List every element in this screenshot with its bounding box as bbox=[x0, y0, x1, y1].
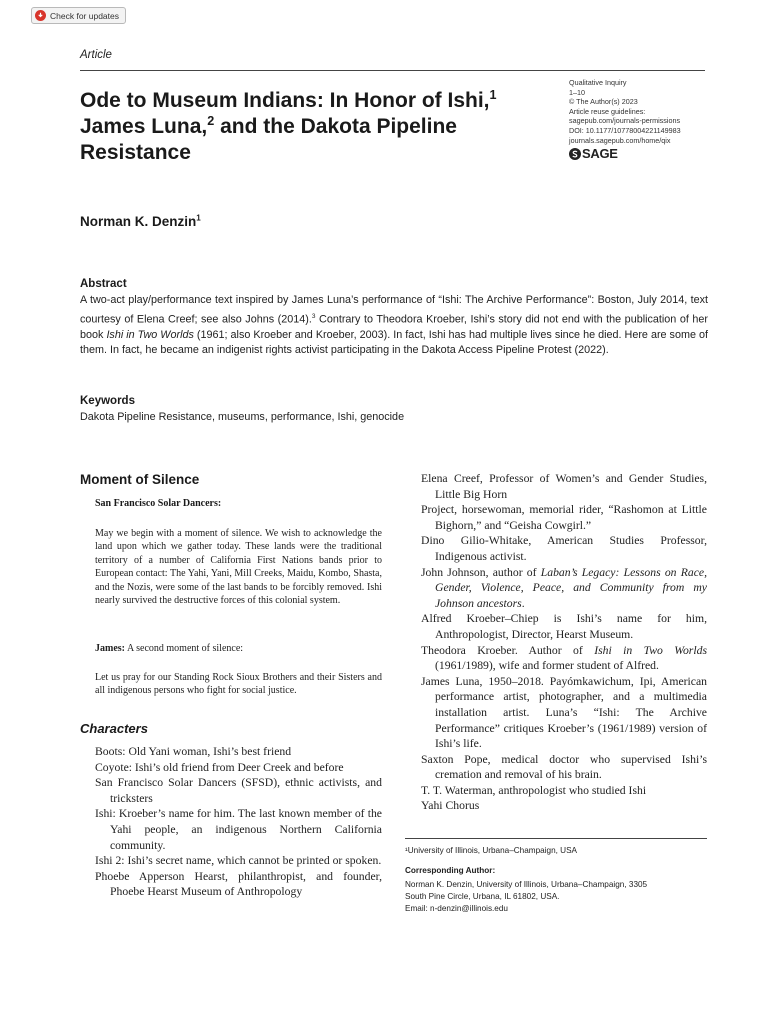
keywords-text: Dakota Pipeline Resistance, museums, performance, Ishi, genocide bbox=[80, 411, 405, 423]
book-title: Ishi in Two Worlds bbox=[594, 643, 707, 657]
characters-list-left bbox=[95, 744, 382, 900]
header-rule bbox=[80, 70, 705, 71]
character-item: Project, horsewoman, memorial rider, “Rashomon at Little Bighorn,” and “Geisha Cowgirl.” bbox=[421, 503, 707, 532]
journal-info bbox=[569, 78, 709, 160]
character-item: Alfred Kroeber–Chiep is Ishi’s name for him, Anthropologist, Director, Hearst Museum. bbox=[421, 612, 707, 641]
reuse-label: Article reuse guidelines: bbox=[569, 106, 646, 116]
character-item: Yahi Chorus bbox=[421, 799, 480, 813]
title-part2: James Luna, bbox=[80, 115, 208, 138]
sfsd-speaker: San Francisco Solar Dancers: bbox=[95, 498, 222, 509]
journal-name: Qualitative Inquiry bbox=[569, 78, 627, 87]
character-item: Ishi: Kroeber’s name for him. The last known member of the Yahi people, an indigenous Northern California community. bbox=[95, 807, 382, 852]
corr-line-1: Norman K. Denzin, University of Illinois, Urbana–Champaign, 3305 bbox=[405, 880, 648, 889]
character-item: James Luna, 1950–2018. Payómkawichum, Ipi, American performance artist, photographer, and a multimedia installation artist. Luna’s “Ishi: The Archive Performance” critiques Kroeber’s (1961/1989) version of Ishi’s life. bbox=[421, 674, 707, 751]
publisher-name: SAGE bbox=[582, 146, 618, 162]
keywords-heading: Keywords bbox=[80, 395, 135, 407]
author-footnote[interactable]: 1 bbox=[196, 213, 201, 223]
corresponding-author-info bbox=[405, 879, 707, 915]
moment-paragraph-2-text: A second moment of silence: bbox=[125, 643, 244, 654]
character-item: T. T. Waterman, anthropologist who studied Ishi bbox=[421, 783, 647, 797]
character-item: Dino Gilio-Whitake, American Studies Professor, Indigenous activist. bbox=[421, 534, 707, 563]
reuse-link[interactable]: sagepub.com/journals-permissions bbox=[569, 116, 681, 126]
character-item bbox=[421, 565, 707, 612]
copyright: © The Author(s) 2023 bbox=[569, 97, 638, 107]
author-name bbox=[80, 214, 201, 229]
title-part3: and the Dakota Pipeline Resistance bbox=[80, 115, 457, 164]
article-title bbox=[80, 88, 550, 166]
moment-paragraph-3: Let us pray for our Standing Rock Sioux Brothers and their Sisters and all indigenous persons who fight for social justice. bbox=[95, 672, 382, 697]
character-item: Ishi 2: Ishi’s secret name, which cannot be printed or spoken. bbox=[95, 854, 382, 868]
character-item bbox=[421, 643, 707, 674]
check-for-updates-button[interactable] bbox=[31, 7, 126, 24]
character-item: Elena Creef, Professor of Women’s and Gender Studies, Little Big Horn bbox=[421, 472, 707, 501]
abstract-text-a: A two-act play/performance text inspired by James Luna’s performance of “Ishi: The Archive Performance”: Boston, July 2014, text courtesy of Elena Creef; see also Johns (2014). bbox=[80, 294, 708, 326]
character-item: Saxton Pope, medical doctor who supervised Ishi’s cremation and removal of his brain. bbox=[421, 752, 707, 782]
article-type-label: Article bbox=[80, 49, 112, 61]
author-name-text: Norman K. Denzin bbox=[80, 214, 197, 229]
abstract-footnote[interactable]: 3 bbox=[311, 312, 316, 320]
character-item: San Francisco Solar Dancers (SFSD), ethnic activists, and tricksters bbox=[95, 776, 382, 805]
footnote-rule bbox=[405, 838, 707, 839]
moment-paragraph-2 bbox=[95, 642, 382, 655]
affiliation: ¹University of Illinois, Urbana–Champaign, USA bbox=[405, 846, 578, 855]
james-speaker: James: bbox=[95, 643, 125, 654]
character-text: John Johnson, author of bbox=[421, 565, 541, 579]
character-item: Coyote: Ishi’s old friend from Deer Creek and before bbox=[95, 760, 344, 774]
journal-pages: 1–10 bbox=[569, 87, 585, 97]
abstract-text bbox=[80, 293, 708, 359]
abstract-text-b: Contrary to Theodora Kroeber, Ishi’s story did not end with the publication of her book bbox=[80, 313, 709, 341]
characters-heading: Characters bbox=[80, 721, 148, 736]
journal-home-link[interactable]: journals.sagepub.com/home/qix bbox=[569, 135, 671, 145]
character-item: Phoebe Apperson Hearst, philanthropist, and founder, Phoebe Hearst Museum of Anthropology bbox=[95, 869, 382, 899]
abstract-text-c: (1961; also Kroeber and Kroeber, 2003). In fact, Ishi has had multiple lives since he died. Here are some of them. In fact, he became an indigenist rights activist participating in the Dakota Access Pipeline Protest (2022). bbox=[80, 328, 708, 357]
moment-paragraph-1: May we begin with a moment of silence. We wish to acknowledge the land upon which we gather today. These lands were the traditional territory of a number of California First Nations bands prior to European contact: The Yahi, Yani, Mill Creeks, Maidu, Kombo, Shasta, and the Nozis, were some of the last bands to be forcibly removed. Ishi nearly survived the destructive forces of this colonial system. bbox=[95, 528, 382, 607]
characters-list-right bbox=[421, 471, 707, 814]
check-for-updates-label: Check for updates bbox=[50, 10, 119, 21]
character-text: . bbox=[521, 596, 525, 610]
book-title: Laban’s Legacy: Lessons on Race, Gender, Violence, Peace, and Community from my Johnson ancestors bbox=[435, 565, 707, 610]
corresponding-author-heading: Corresponding Author: bbox=[405, 866, 496, 875]
corr-email[interactable]: Email: n-denzin@illinois.edu bbox=[405, 904, 508, 913]
title-footnote-1[interactable]: 1 bbox=[489, 88, 497, 102]
corr-line-2: South Pine Circle, Urbana, IL 61802, USA. bbox=[405, 892, 560, 901]
abstract-heading: Abstract bbox=[80, 278, 127, 290]
moment-of-silence-heading: Moment of Silence bbox=[80, 472, 200, 487]
sage-logo bbox=[569, 148, 709, 160]
sage-mark-icon bbox=[569, 148, 581, 160]
update-check-icon bbox=[35, 10, 46, 21]
character-item: Boots: Old Yani woman, Ishi’s best friend bbox=[95, 745, 292, 758]
character-text: (1961/1989), wife and former student of Alfred. bbox=[435, 659, 659, 673]
title-footnote-2[interactable]: 2 bbox=[207, 114, 215, 128]
abstract-book-title: Ishi in Two Worlds bbox=[106, 328, 194, 341]
character-text: Theodora Kroeber. Author of bbox=[421, 643, 595, 657]
doi-link[interactable]: DOI: 10.1177/10778004221149983 bbox=[569, 125, 681, 135]
title-part1: Ode to Museum Indians: In Honor of Ishi, bbox=[80, 89, 490, 112]
